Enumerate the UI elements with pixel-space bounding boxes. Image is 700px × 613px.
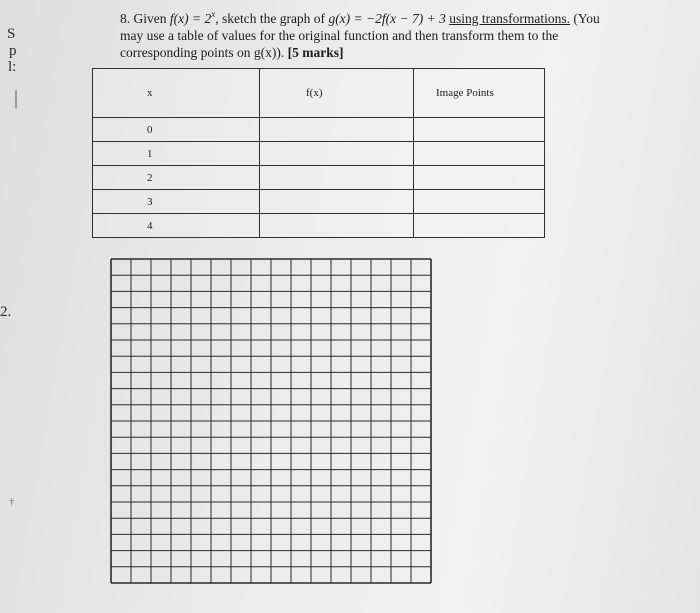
cell-x: 0 <box>93 118 260 142</box>
function-f-definition <box>170 11 215 26</box>
margin-fragment-s: S <box>7 26 16 42</box>
question-marks: [5 marks] <box>287 45 344 60</box>
margin-fragment-mark: † <box>9 496 15 508</box>
question-line-2: may use a table of values for the original function and then transform them to the <box>120 28 559 43</box>
question-line1-end: (You <box>573 11 600 26</box>
header-x: x <box>93 69 260 118</box>
cell-image[interactable] <box>414 190 545 214</box>
cell-fx[interactable] <box>260 190 414 214</box>
cell-x: 4 <box>93 214 260 238</box>
function-f-base: f(x) = 2 <box>169 11 212 26</box>
cell-x: 1 <box>93 142 260 166</box>
margin-fragment-l: l: <box>8 59 17 75</box>
header-fx: f(x) <box>260 69 414 118</box>
cell-x: 2 <box>93 166 260 190</box>
margin-fragment-p: p <box>9 43 17 59</box>
margin-fragment-2: 2. <box>0 304 12 320</box>
table-of-values <box>92 68 545 238</box>
cell-x: 3 <box>93 190 260 214</box>
table-row <box>93 214 545 238</box>
graph-grid[interactable] <box>110 258 432 584</box>
question-text <box>120 6 680 61</box>
cell-fx[interactable] <box>260 118 414 142</box>
question-line-1 <box>120 6 680 27</box>
graph-paper[interactable] <box>110 258 432 584</box>
table-row <box>93 142 545 166</box>
cell-fx[interactable] <box>260 166 414 190</box>
cell-image[interactable] <box>414 214 545 238</box>
table-row <box>93 118 545 142</box>
question-line-3 <box>120 44 680 61</box>
cell-fx[interactable] <box>260 142 414 166</box>
question-given: Given <box>133 11 167 26</box>
cell-image[interactable] <box>414 142 545 166</box>
table-row <box>93 166 545 190</box>
function-f-exponent: x <box>211 9 216 19</box>
header-image-points: Image Points <box>414 69 545 118</box>
cell-image[interactable] <box>414 166 545 190</box>
table-header-row <box>93 69 545 118</box>
question-sketch: , sketch the graph of <box>215 11 326 26</box>
function-g-definition: g(x) = −2f(x − 7) + 3 <box>328 11 446 26</box>
cell-fx[interactable] <box>260 214 414 238</box>
table-row <box>93 190 545 214</box>
question-number: 8. <box>120 11 131 26</box>
margin-fragment-bar: | <box>14 87 19 109</box>
cell-image[interactable] <box>414 118 545 142</box>
question-line3-text: corresponding points on g(x)). <box>120 45 285 60</box>
question-transformations: using transformations. <box>449 11 570 26</box>
